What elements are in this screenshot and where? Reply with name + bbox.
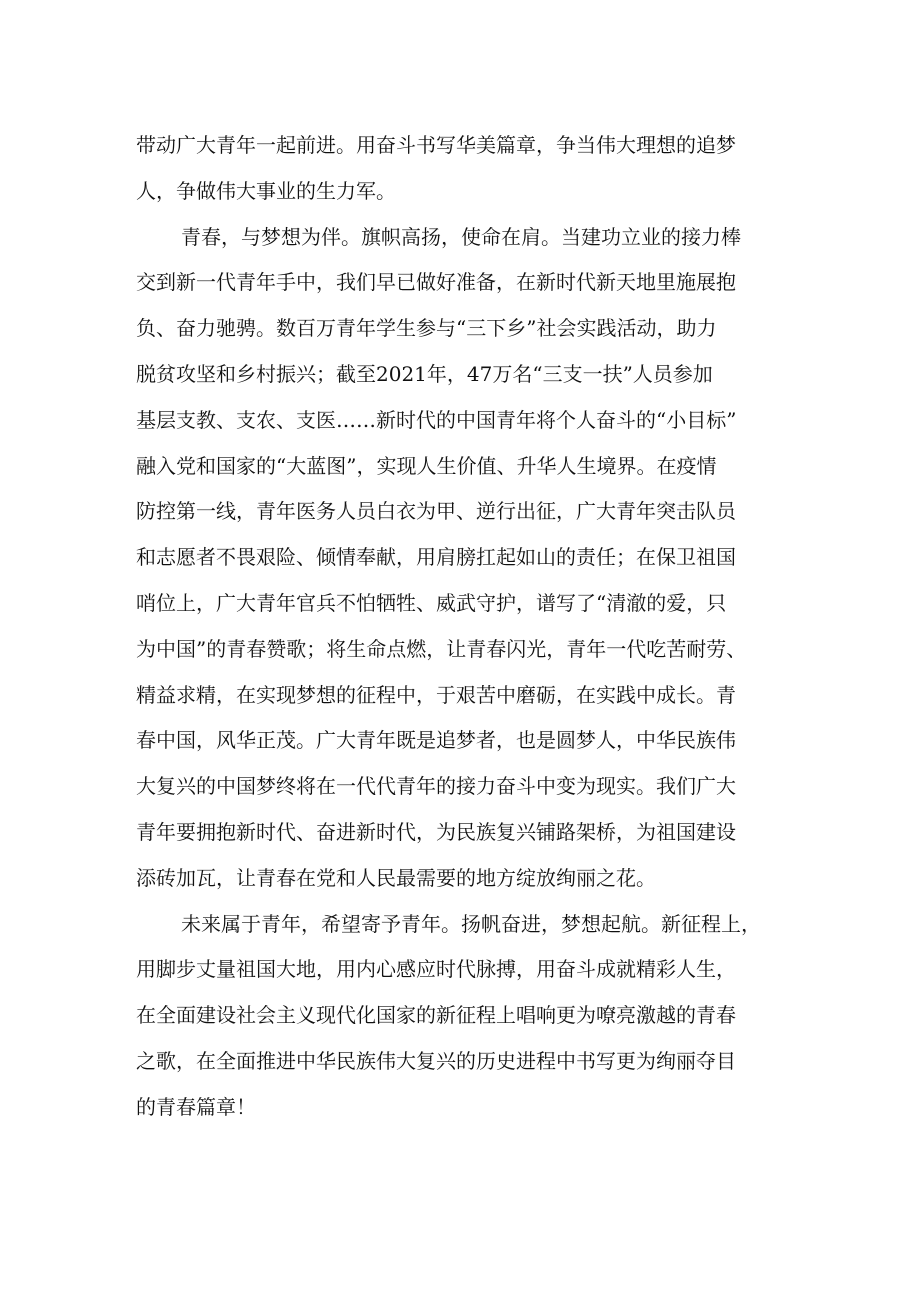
text-line: 基层支教、支农、支医……新时代的中国青年将个人奋斗的“小目标” [136,407,737,432]
text-line: 春中国，风华正茂。广大青年既是追梦者，也是圆梦人，中华民族伟 [136,728,736,753]
text-line: 精益求精，在实现梦想的征程中，于艰苦中磨砺，在实践中成长。青 [136,682,736,707]
text-line: 添砖加瓦，让青春在党和人民最需要的地方绽放绚丽之花。 [136,865,656,890]
text-line: 青春，与梦想为伴。旗帜高扬，使命在肩。当建功立业的接力棒 [181,224,741,249]
text-line: 带动广大青年一起前进。用奋斗书写华美篇章，争当伟大理想的追梦 [136,133,736,157]
text-line: 和志愿者不畏艰险、倾情奉献，用肩膀扛起如山的责任；在保卫祖国 [136,545,736,570]
text-line: 人，争做伟大事业的生力军。 [136,178,396,203]
text-line: 大复兴的中国梦终将在一代代青年的接力奋斗中变为现实。我们广大 [136,774,736,799]
text-line: 脱贫攻坚和乡村振兴；截至2021年，47万名“三支一扶”人员参加 [136,361,713,386]
text-line: 融入党和国家的“大蓝图”，实现人生价值、升华人生境界。在疫情 [136,453,717,478]
paragraph [136,123,796,215]
text-line: 在全面建设社会主义现代化国家的新征程上唱响更为嘹亮激越的青春 [136,1003,736,1028]
text-line: 防控第一线，青年医务人员白衣为甲、逆行出征，广大青年突击队员 [136,499,736,524]
document-body [136,123,796,1131]
text-line: 用脚步丈量祖国大地，用内心感应时代脉搏，用奋斗成就精彩人生， [136,957,736,982]
paragraph [136,215,796,902]
text-line: 未来属于青年，希望寄予青年。扬帆奋进，梦想起航。新征程上， [181,911,761,936]
text-line: 的青春篇章！ [136,1094,256,1119]
text-line: 哨位上，广大青年官兵不怕牺牲、威武守护，谱写了“清澈的爱，只 [136,590,727,615]
text-line: 负、奋力驰骋。数百万青年学生参与“三下乡”社会实践活动，助力 [136,316,717,341]
text-line: 交到新一代青年手中，我们早已做好准备，在新时代新天地里施展抱 [136,270,736,295]
text-line: 为中国”的青春赞歌；将生命点燃，让青春闪光，青年一代吃苦耐劳、 [136,636,747,661]
paragraph [136,902,796,1131]
text-line: 青年要拥抱新时代、奋进新时代，为民族复兴铺路架桥，为祖国建设 [136,819,736,844]
text-line: 之歌，在全面推进中华民族伟大复兴的历史进程中书写更为绚丽夺目 [136,1048,736,1073]
